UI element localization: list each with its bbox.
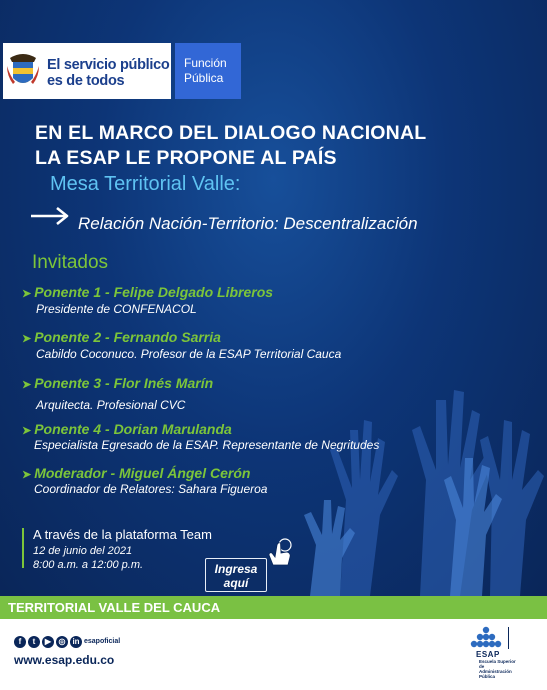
bullet-icon: ➤ xyxy=(22,333,32,345)
speaker-1-role: Presidente de CONFENACOL xyxy=(36,302,197,316)
event-date: 12 de junio del 2021 xyxy=(33,545,133,557)
ingresa-line2: aquí xyxy=(223,576,249,590)
event-time: 8:00 a.m. a 12:00 p.m. xyxy=(33,559,144,571)
title-line2: LA ESAP LE PROPONE AL PAÍS xyxy=(35,147,337,169)
linkedin-icon[interactable]: in xyxy=(70,636,82,648)
esap-caption: Escuela Superior de Administración Pública xyxy=(479,659,516,679)
gov-slogan-line1: El servicio público xyxy=(47,57,170,73)
speaker-3-name: ➤ Ponente 3 - Flor Inés Marín xyxy=(22,375,214,391)
fp-line1: Función xyxy=(184,56,227,70)
platform-accent-bar xyxy=(22,528,24,568)
twitter-icon[interactable]: t xyxy=(28,636,40,648)
raised-hands-illustration xyxy=(300,330,547,596)
moderator-role: Coordinador de Relatores: Sahara Figueroa xyxy=(34,482,268,496)
bullet-icon: ➤ xyxy=(22,379,32,391)
arrow-right-icon xyxy=(30,206,70,226)
territorial-banner xyxy=(0,596,547,619)
speaker-2-role: Cabildo Coconuco. Profesor de la ESAP Territorial Cauca xyxy=(36,347,342,361)
speaker-1-name: ➤ Ponente 1 - Felipe Delgado Libreros xyxy=(22,284,274,300)
speaker-2-name: ➤ Ponente 2 - Fernando Sarria xyxy=(22,329,221,345)
instagram-icon[interactable]: ◎ xyxy=(56,636,68,648)
esap-wordmark: ESAP xyxy=(476,650,500,659)
bullet-icon: ➤ xyxy=(22,469,32,481)
government-slogan xyxy=(47,57,169,89)
ingresa-aqui-button[interactable] xyxy=(205,558,267,592)
mesa-territorial: Mesa Territorial Valle: xyxy=(50,173,241,195)
facebook-icon[interactable]: f xyxy=(14,636,26,648)
speaker-4-role: Especialista Egresado de la ESAP. Representante de Negritudes xyxy=(34,438,380,452)
speaker-3-role: Arquitecta. Profesional CVC xyxy=(36,398,186,412)
platform-text: A través de la plataforma Team xyxy=(33,527,212,542)
bullet-icon: ➤ xyxy=(22,425,32,437)
territorial-banner-text: TERRITORIAL VALLE DEL CAUCA xyxy=(8,600,221,615)
speaker-4-name: ➤ Ponente 4 - Dorian Marulanda xyxy=(22,421,232,437)
funcion-publica-logo xyxy=(175,43,241,99)
topic-text: Relación Nación-Territorio: Descentralización xyxy=(78,214,418,233)
youtube-icon[interactable]: ▶ xyxy=(42,636,54,648)
invitados-heading: Invitados xyxy=(32,252,109,273)
colombia-coat-of-arms-icon xyxy=(7,48,39,92)
social-handle: esapoficial xyxy=(84,638,121,645)
gov-slogan-line2: es de todos xyxy=(47,73,125,89)
fp-line2: Pública xyxy=(184,71,224,85)
moderator-name: ➤ Moderador - Miguel Ángel Cerón xyxy=(22,465,251,481)
bullet-icon: ➤ xyxy=(22,288,32,300)
title-line1: EN EL MARCO DEL DIALOGO NACIONAL xyxy=(35,122,427,144)
ingresa-line1: Ingresa xyxy=(214,562,258,576)
website-link[interactable]: www.esap.edu.co xyxy=(14,653,115,667)
hand-pointer-icon xyxy=(265,537,295,569)
